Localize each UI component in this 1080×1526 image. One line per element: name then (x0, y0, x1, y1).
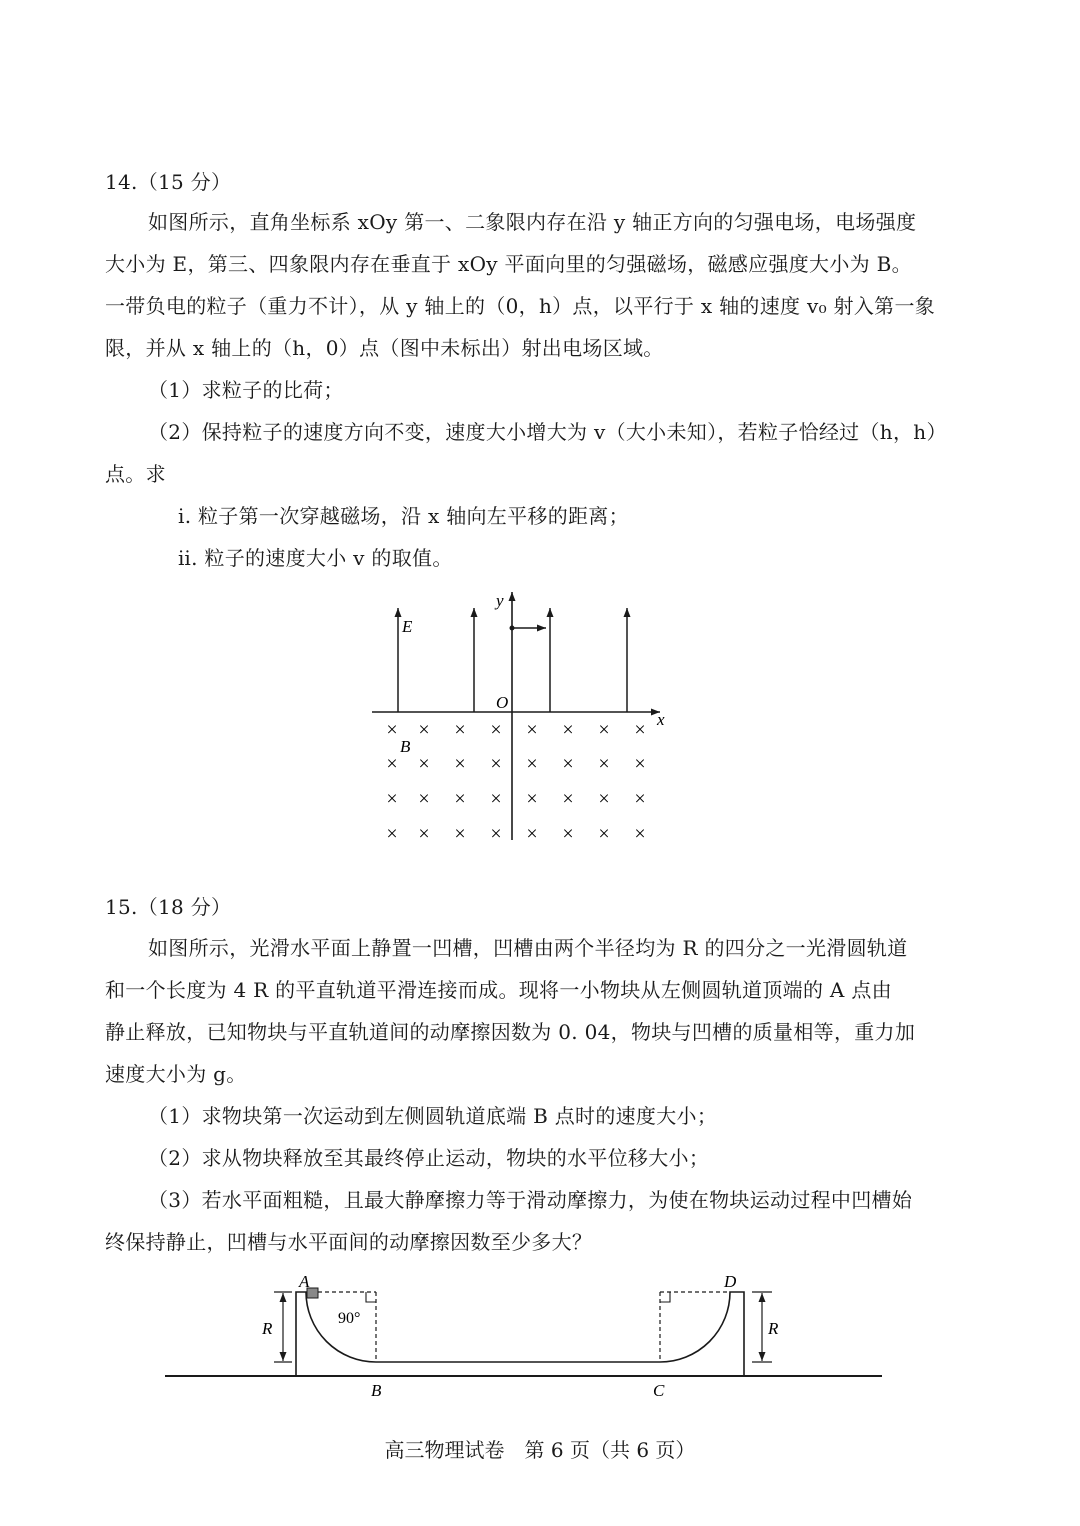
label-D: D (724, 1272, 737, 1291)
q14-text-line: 大小为 E，第三、四象限内存在垂直于 xOy 平面向里的匀强磁场，磁感应强度大小为 B。 (105, 252, 912, 276)
q15-sub-question-2: （2）求从物块释放至其最终停止运动，物块的水平位移大小； (148, 1146, 710, 1170)
field-cross-mark: × (526, 823, 538, 845)
field-cross-mark: × (418, 719, 430, 741)
field-cross-mark: × (490, 788, 502, 810)
field-cross-mark: × (386, 719, 398, 741)
q15-sub-question-3: （3）若水平面粗糙，且最大静摩擦力等于滑动摩擦力，为使在物块运动过程中凹槽始 (148, 1188, 913, 1212)
q14-sub-item-i: ⅰ. 粒子第一次穿越磁场，沿 x 轴向左平移的距离； (178, 504, 629, 528)
label-R-left: R (262, 1319, 273, 1338)
field-cross-mark: × (598, 788, 610, 810)
field-cross-mark: × (454, 719, 466, 741)
question-14-header: 14.（15 分） (105, 170, 232, 194)
field-cross-mark: × (386, 823, 398, 845)
field-cross-mark: × (490, 719, 502, 741)
right-angle-mark (660, 1292, 670, 1302)
field-cross-mark: × (454, 753, 466, 775)
q14-sub-question-1: （1）求粒子的比荷； (148, 378, 344, 402)
q15-text-line: 静止释放，已知物块与平直轨道间的动摩擦因数为 0. 04，物块与凹槽的质量相等，重力加 (105, 1020, 916, 1044)
q15-groove-diagram (0, 1260, 1080, 1410)
field-cross-mark: × (634, 753, 646, 775)
q15-text-line: 和一个长度为 4 R 的平直轨道平滑连接而成。现将一小物块从左侧圆轨道顶端的 A 点由 (105, 978, 892, 1002)
field-cross-mark: × (418, 753, 430, 775)
field-cross-mark: × (598, 719, 610, 741)
label-y: y (496, 591, 504, 610)
field-cross-mark: × (562, 788, 574, 810)
groove-track (296, 1292, 744, 1376)
q15-sub-question-1: （1）求物块第一次运动到左侧圆轨道底端 B 点时的速度大小； (148, 1104, 718, 1128)
field-cross-mark: × (526, 753, 538, 775)
label-B: B (400, 737, 411, 756)
question-15-header: 15.（18 分） (105, 895, 232, 919)
q14-text-line: 一带负电的粒子（重力不计），从 y 轴上的（0，h）点，以平行于 x 轴的速度 v₀ 射入第一象 (105, 294, 936, 318)
right-angle-mark (366, 1292, 376, 1302)
field-cross-mark: × (634, 823, 646, 845)
field-cross-mark: × (386, 788, 398, 810)
field-cross-mark: × (598, 823, 610, 845)
field-cross-mark: × (562, 753, 574, 775)
label-A: A (299, 1272, 310, 1291)
field-cross-mark: × (418, 788, 430, 810)
field-cross-mark: × (526, 719, 538, 741)
q14-text-line: 限，并从 x 轴上的（h，0）点（图中未标出）射出电场区域。 (105, 336, 664, 360)
field-cross-mark: × (526, 788, 538, 810)
field-cross-mark: × (490, 753, 502, 775)
label-R-right: R (768, 1319, 779, 1338)
q15-text-line: 速度大小为 g。 (105, 1062, 247, 1086)
page-footer: 高三物理试卷 第 6 页（共 6 页） (384, 1438, 696, 1462)
label-E: E (402, 617, 413, 636)
q14-sub-item-ii: ⅱ. 粒子的速度大小 v 的取值。 (178, 546, 453, 570)
magnetic-field-crosses (386, 719, 645, 845)
label-origin: O (496, 693, 509, 712)
field-cross-mark: × (454, 823, 466, 845)
field-cross-mark: × (634, 788, 646, 810)
q15-text-line: 如图所示，光滑水平面上静置一凹槽，凹槽由两个半径均为 R 的四分之一光滑圆轨道 (148, 936, 908, 960)
field-cross-mark: × (418, 823, 430, 845)
field-cross-mark: × (490, 823, 502, 845)
q14-text-line: 如图所示，直角坐标系 xOy 第一、二象限内存在沿 y 轴正方向的匀强电场，电场强度 (148, 210, 917, 234)
label-x: x (657, 710, 665, 729)
q14-sub-question-2: （2）保持粒子的速度方向不变，速度大小增大为 v（大小未知），若粒子恰经过（h，h） (148, 420, 947, 444)
field-cross-mark: × (386, 753, 398, 775)
label-angle: 90° (338, 1310, 361, 1327)
label-C: C (653, 1381, 665, 1400)
field-cross-mark: × (634, 719, 646, 741)
q15-sub-question-3-cont: 终保持静止，凹槽与水平面间的动摩擦因数至少多大？ (105, 1230, 593, 1254)
field-cross-mark: × (562, 719, 574, 741)
field-cross-mark: × (454, 788, 466, 810)
label-B: B (371, 1381, 382, 1400)
field-cross-mark: × (562, 823, 574, 845)
q14-sub-question-2-cont: 点。求 (105, 462, 166, 486)
field-cross-mark: × (598, 753, 610, 775)
